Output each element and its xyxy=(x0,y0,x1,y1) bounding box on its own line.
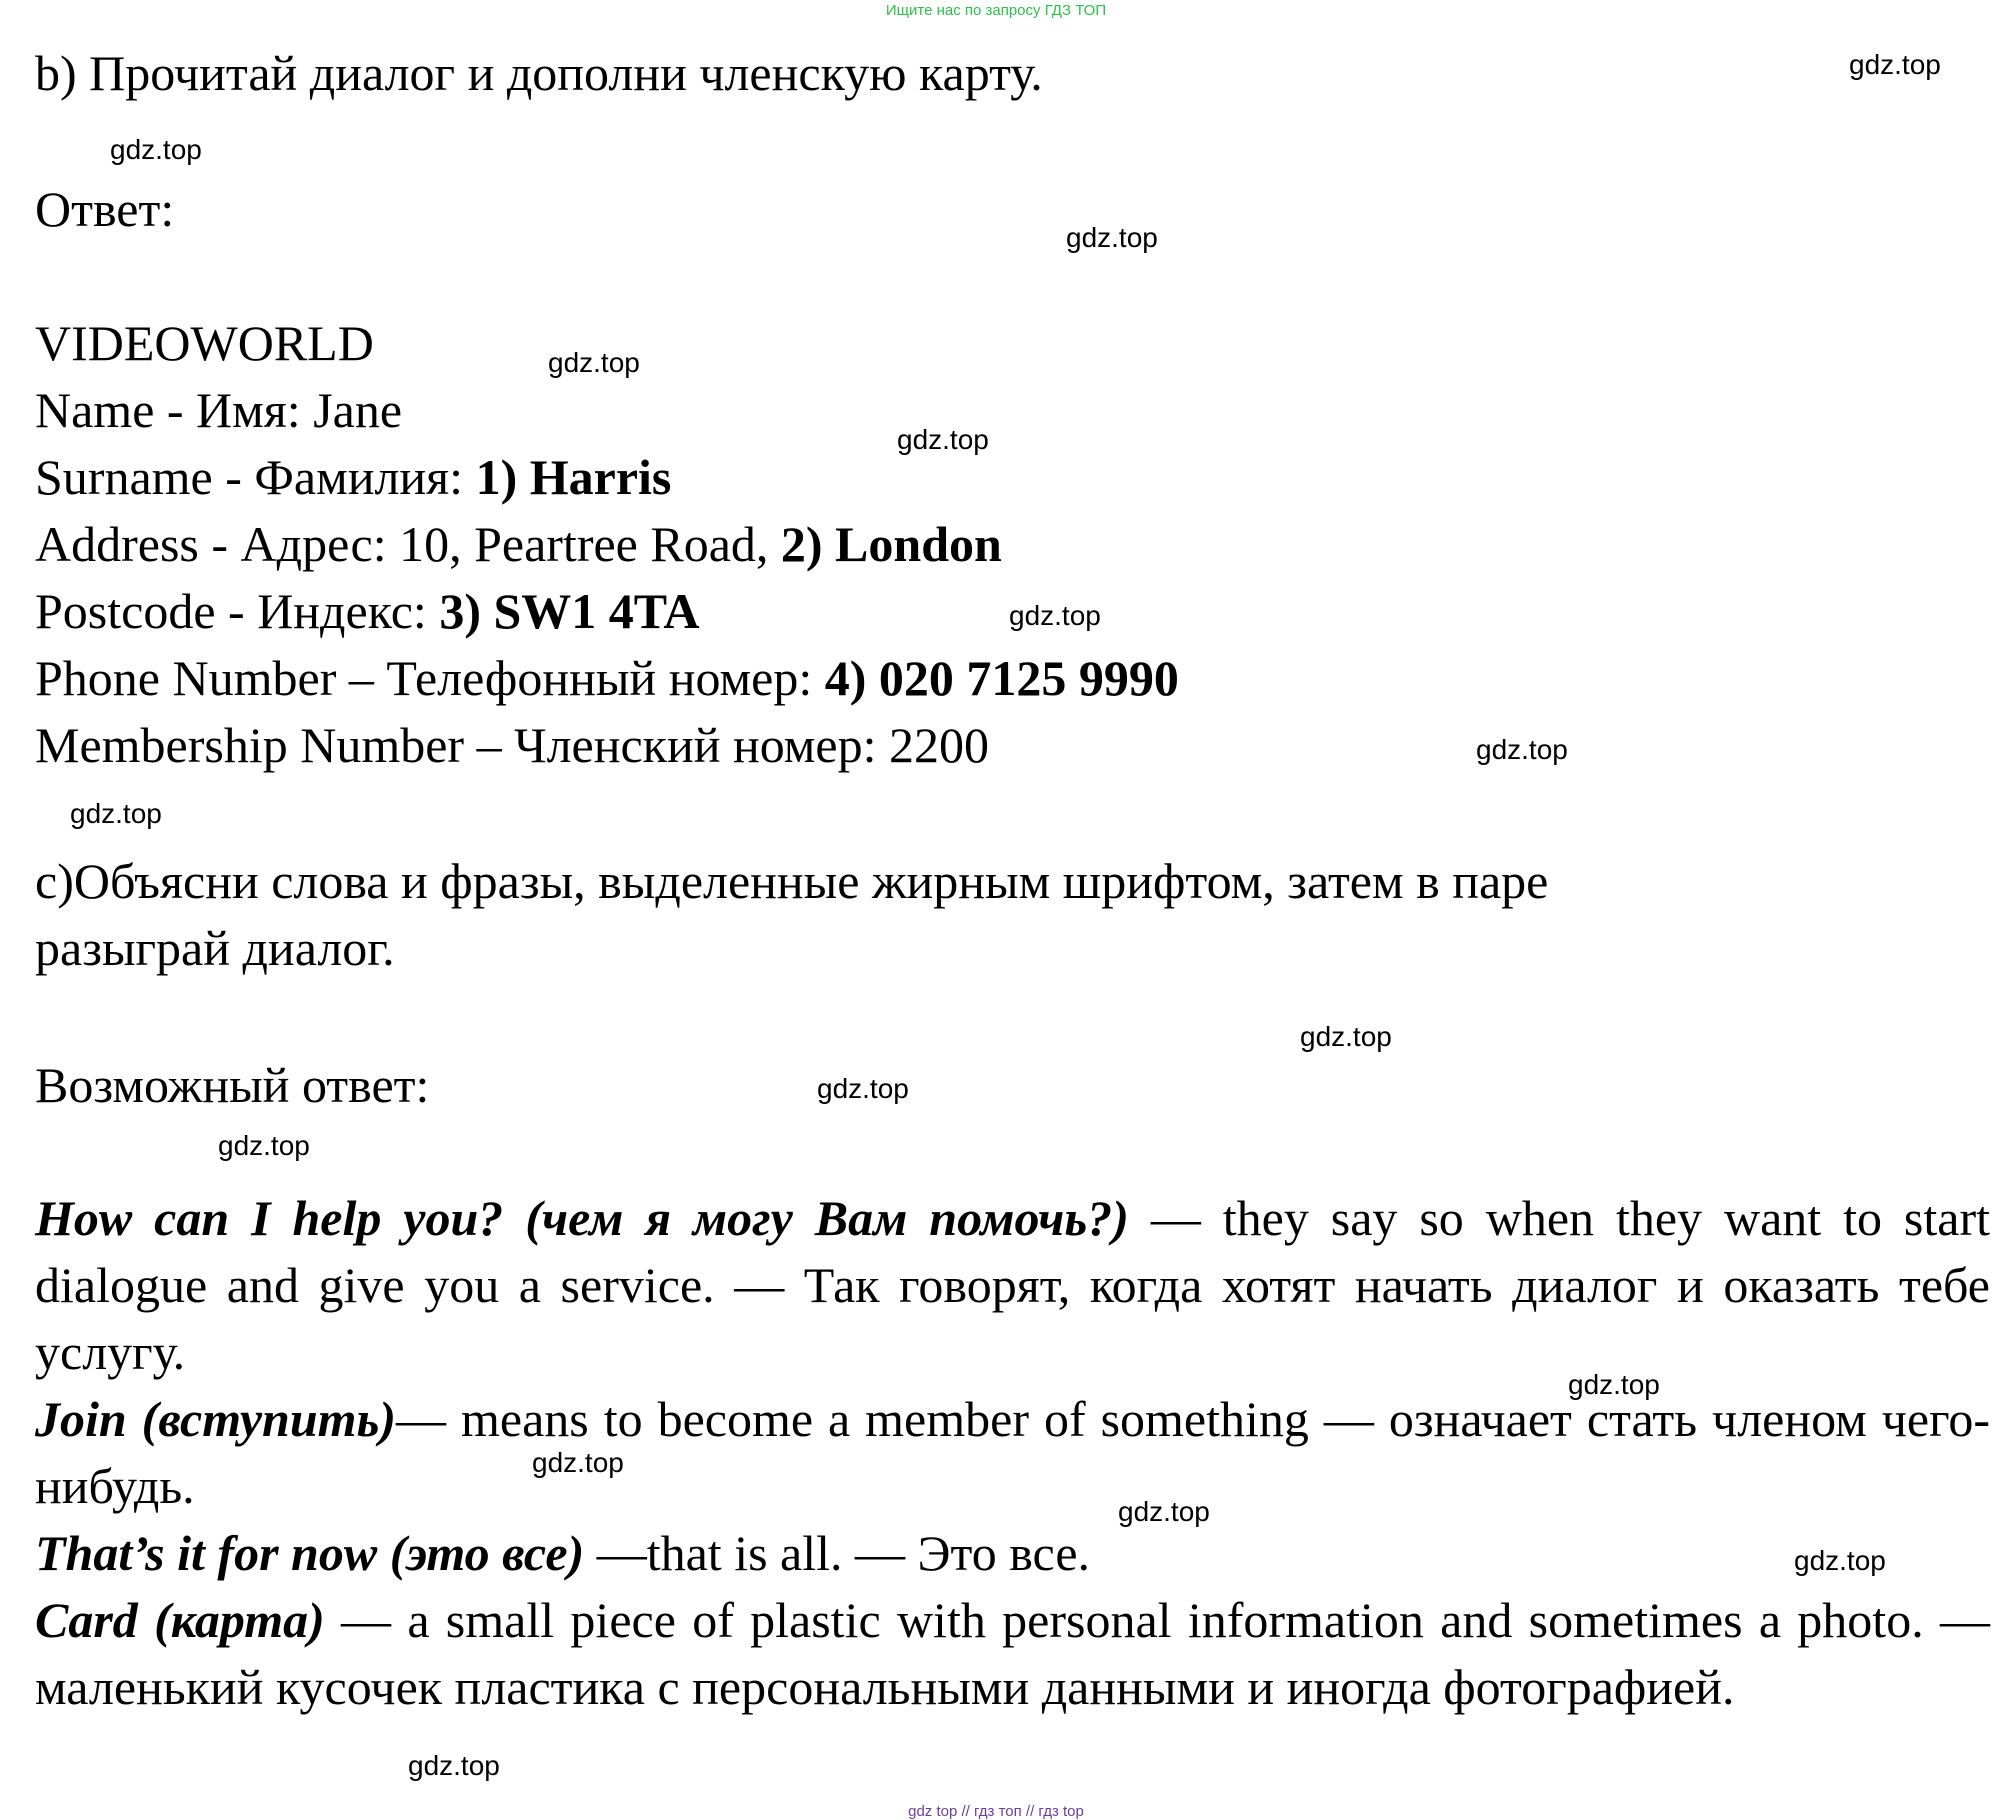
watermark-stamp: gdz.top xyxy=(1794,1545,1886,1576)
watermark-stamp: gdz.top xyxy=(1009,600,1101,631)
definition-text: — they say so when they want to start dialogue and give you a service. — Так говорят, когда хотят начать диалог и оказать тебе услугу. xyxy=(35,1190,1990,1380)
task-c-heading-line2: разыграй диалог. xyxy=(35,920,395,976)
card-address-answer: 2) London xyxy=(780,516,1002,572)
top-banner: Ищите нас по запросу ГДЗ ТОП xyxy=(885,2,1107,19)
watermark-stamp: gdz.top xyxy=(70,798,162,829)
card-phone-row xyxy=(35,645,1179,712)
watermark-stamp: gdz.top xyxy=(1568,1369,1660,1400)
card-name-label: Name - Имя: xyxy=(35,382,314,438)
definition-help xyxy=(35,1185,1990,1386)
card-surname-answer: 1) Harris xyxy=(475,449,672,505)
definition-term: How can I help you? (чем я могу Вам помочь?) xyxy=(35,1190,1129,1246)
definition-card xyxy=(35,1587,1990,1721)
definition-term: Card (карта) xyxy=(35,1592,325,1648)
definition-term: That’s it for now (это все) xyxy=(35,1525,585,1581)
bottom-banner: gdz top // гдз топ // гдз top xyxy=(908,1803,1084,1820)
watermark-stamp: gdz.top xyxy=(110,134,202,165)
task-b-answer-label: Ответ: xyxy=(35,181,175,237)
card-membership-label: Membership Number – Членский номер: xyxy=(35,717,890,773)
watermark-stamp: gdz.top xyxy=(1849,49,1941,80)
definition-term: Join (вступить) xyxy=(35,1391,397,1447)
card-postcode-answer: 3) SW1 4TA xyxy=(439,583,700,639)
card-membership-row xyxy=(35,712,989,779)
card-postcode-label: Postcode - Индекс: xyxy=(35,583,440,639)
watermark-stamp: gdz.top xyxy=(548,347,640,378)
card-name-row xyxy=(35,377,402,444)
watermark-stamp: gdz.top xyxy=(1066,222,1158,253)
card-phone-answer: 4) 020 7125 9990 xyxy=(824,650,1179,706)
card-surname-row xyxy=(35,444,671,511)
card-name-value: Jane xyxy=(313,382,403,438)
card-surname-label: Surname - Фамилия: xyxy=(35,449,476,505)
task-c-answer-label: Возможный ответ: xyxy=(35,1057,430,1113)
definition-text: — means to become a member of something — означает стать членом чего-нибудь. xyxy=(35,1391,1990,1514)
watermark-stamp: gdz.top xyxy=(1300,1021,1392,1052)
watermark-stamp: gdz.top xyxy=(218,1130,310,1161)
watermark-stamp: gdz.top xyxy=(1476,734,1568,765)
definition-text: —that is all. — Это все. xyxy=(584,1525,1091,1581)
watermark-stamp: gdz.top xyxy=(408,1750,500,1781)
task-c-heading-line1: c)Объясни слова и фразы, выделенные жирным шрифтом, затем в паре xyxy=(35,853,1549,909)
task-b-heading: b) Прочитай диалог и дополни членскую карту. xyxy=(35,45,1043,101)
card-postcode-row xyxy=(35,578,700,645)
definition-join xyxy=(35,1386,1990,1520)
watermark-stamp: gdz.top xyxy=(1118,1496,1210,1527)
card-address-row xyxy=(35,511,1002,578)
watermark-stamp: gdz.top xyxy=(817,1073,909,1104)
watermark-stamp: gdz.top xyxy=(532,1447,624,1478)
card-phone-label: Phone Number – Телефонный номер: xyxy=(35,650,825,706)
card-title: VIDEOWORLD xyxy=(35,315,374,371)
card-address-label: Address - Адрес: 10, Peartree Road, xyxy=(35,516,781,572)
card-membership-value: 2200 xyxy=(889,717,990,773)
watermark-stamp: gdz.top xyxy=(897,424,989,455)
definition-text: — a small piece of plastic with personal information and sometimes a photo. — маленький кусочек пластика с персональными данными и иногда фотографией. xyxy=(35,1592,1990,1715)
definition-thats-it xyxy=(35,1520,1990,1587)
